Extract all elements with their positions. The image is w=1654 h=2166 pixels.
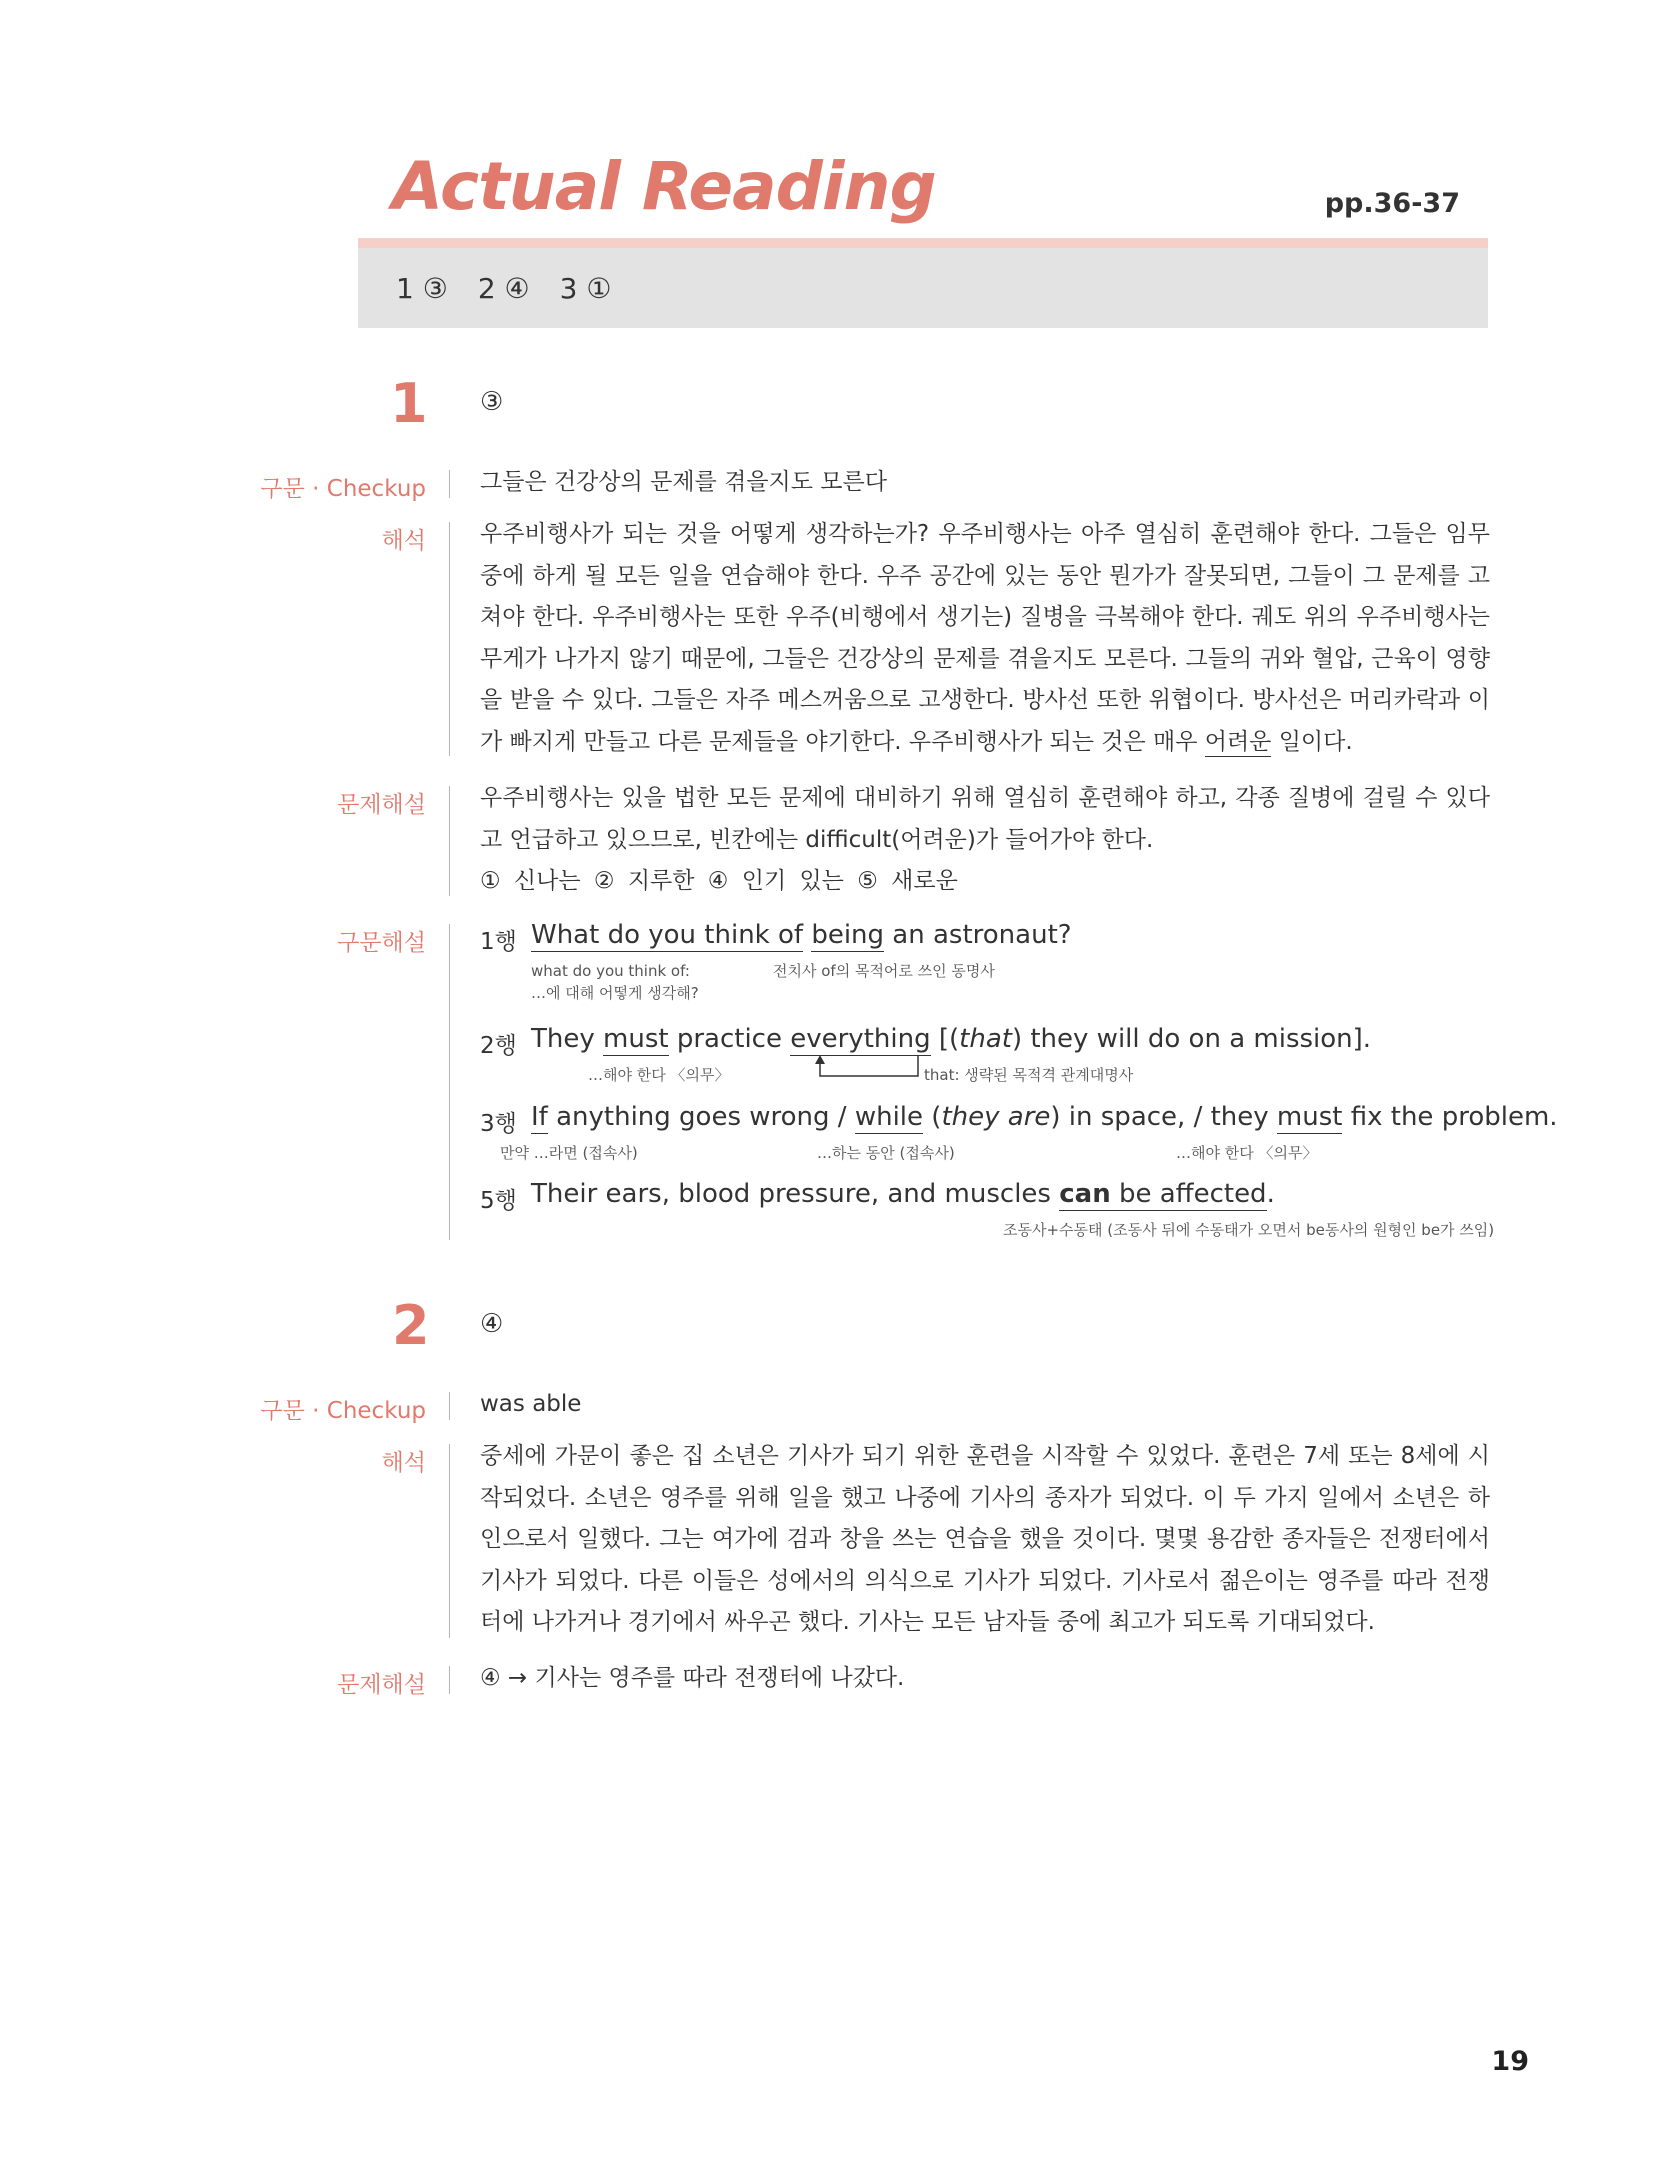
arrow-icon bbox=[812, 1052, 922, 1082]
answer-summary-item: 2 ④ bbox=[477, 271, 530, 305]
syntax-label: 구문해설 bbox=[337, 930, 426, 956]
checkup-text: 그들은 건강상의 문제를 겪을지도 모른다 bbox=[480, 469, 887, 495]
syntax-sentence: They must practice everything [(that) they will do on a mission]. bbox=[531, 1024, 1372, 1054]
divider bbox=[449, 924, 450, 1240]
checkup-text: was able bbox=[480, 1391, 582, 1417]
problem-label: 문제해설 bbox=[337, 792, 426, 818]
translation-label: 해석 bbox=[381, 1450, 426, 1476]
syntax-note: …해야 한다 〈의무〉 bbox=[1176, 1144, 1318, 1162]
question-number: 1 bbox=[390, 372, 428, 435]
divider bbox=[449, 786, 450, 896]
line-number: 3행 bbox=[480, 1111, 517, 1137]
translation-label: 해석 bbox=[381, 528, 426, 554]
syntax-note: …해야 한다 〈의무〉 bbox=[588, 1066, 730, 1084]
line-number: 5행 bbox=[480, 1188, 517, 1214]
divider bbox=[449, 1666, 450, 1694]
problem-label: 문제해설 bbox=[337, 1672, 426, 1698]
syntax-sentence: Their ears, blood pressure, and muscles can be affected. bbox=[531, 1179, 1275, 1209]
line-number: 1행 bbox=[480, 929, 517, 955]
question-answer: ③ bbox=[480, 387, 504, 417]
syntax-note: 만약 …라면 (접속사) bbox=[500, 1144, 638, 1162]
page-number: 19 bbox=[1491, 2046, 1529, 2077]
line-number: 2행 bbox=[480, 1033, 517, 1059]
question-number: 2 bbox=[392, 1294, 430, 1357]
page-range: pp.36-37 bbox=[1324, 188, 1460, 219]
question-answer: ④ bbox=[480, 1309, 504, 1339]
syntax-note: 전치사 of의 목적어로 쓰인 동명사 bbox=[773, 962, 995, 980]
underlined-answer: 어려운 bbox=[1204, 728, 1272, 755]
checkup-label: 구문 · Checkup bbox=[260, 476, 426, 502]
divider bbox=[449, 470, 450, 498]
translation-text: 우주비행사가 되는 것을 어떻게 생각하는가? 우주비행사는 아주 열심히 훈련해야 한다. 그들은 임무 중에 하게 될 모든 일을 연습해야 한다. 우주 공간에 있는 동안 뭔가가 잘못되면, 그들이 그 문제를 고쳐야 한다. 우주비행사는 또한 우주(비행에서 생기는) 질병을 극복해야 한다. 궤도 위의 우주비행사는 무게가 나가지 않기 때문에, 그들은 건강상의 문제를 겪을지도 모른다. 그들의 귀와 혈압, 근육이 영향을 받을 수 있다. 그들은 자주 메스꺼움으로 고생한다. 방사선 또한 위협이다. 방사선은 머리카락과 이가 빠지게 만들고 다른 문제들을 야기한다. 우주비행사가 되는 것은 매우 어려운 일이다. bbox=[480, 521, 1490, 755]
translation-text: 중세에 가문이 좋은 집 소년은 기사가 되기 위한 훈련을 시작할 수 있었다. 훈련은 7세 또는 8세에 시작되었다. 소년은 영주를 위해 일을 했고 나중에 기사의 종자가 되었다. 이 두 가지 일에서 소년은 하인으로서 일했다. 그는 여가에 검과 창을 쓰는 연습을 했을 것이다. 몇몇 용감한 종자들은 전쟁터에서 기사가 되었다. 다른 이들은 성에서의 의식으로 기사가 되었다. 기사로서 젊은이는 영주를 따라 전쟁터에 나가거나 경기에서 싸우곤 했다. 기사는 모든 남자들 중에 최고가 되도록 기대되었다. bbox=[480, 1443, 1490, 1635]
divider bbox=[449, 1392, 450, 1420]
syntax-note: what do you think of: …에 대해 어떻게 생각해? bbox=[531, 962, 699, 1002]
syntax-note: …하는 동안 (접속사) bbox=[817, 1144, 955, 1162]
syntax-sentence: If anything goes wrong / while (they are) in space, / they must fix the problem. bbox=[531, 1102, 1558, 1132]
header-accent-bar bbox=[358, 238, 1488, 248]
problem-text: ④ → 기사는 영주를 따라 전쟁터에 나갔다. bbox=[480, 1665, 905, 1691]
problem-options: ① 신나는 ② 지루한 ④ 인기 있는 ⑤ 새로운 bbox=[480, 868, 958, 894]
divider bbox=[449, 1444, 450, 1638]
syntax-note: that: 생략된 목적격 관계대명사 bbox=[924, 1066, 1134, 1084]
syntax-sentence: What do you think of being an astronaut? bbox=[531, 920, 1072, 950]
page-title: Actual Reading bbox=[392, 148, 936, 225]
problem-text: 우주비행사는 있을 법한 모든 문제에 대비하기 위해 열심히 훈련해야 하고, 각종 질병에 걸릴 수 있다고 언급하고 있으므로, 빈칸에는 difficult(어려운)가 들어가야 한다. ① 신나는 ② 지루한 ④ 인기 있는 ⑤ 새로운 bbox=[480, 785, 1490, 894]
syntax-note: 조동사+수동태 (조동사 뒤에 수동태가 오면서 be동사의 원형인 be가 쓰임) bbox=[1003, 1221, 1495, 1239]
answer-summary-box bbox=[358, 248, 1488, 328]
answer-summary-item: 1 ③ bbox=[396, 271, 448, 305]
answer-summary-item: 3 ① bbox=[559, 271, 612, 305]
divider bbox=[449, 522, 450, 756]
checkup-label: 구문 · Checkup bbox=[260, 1398, 426, 1424]
